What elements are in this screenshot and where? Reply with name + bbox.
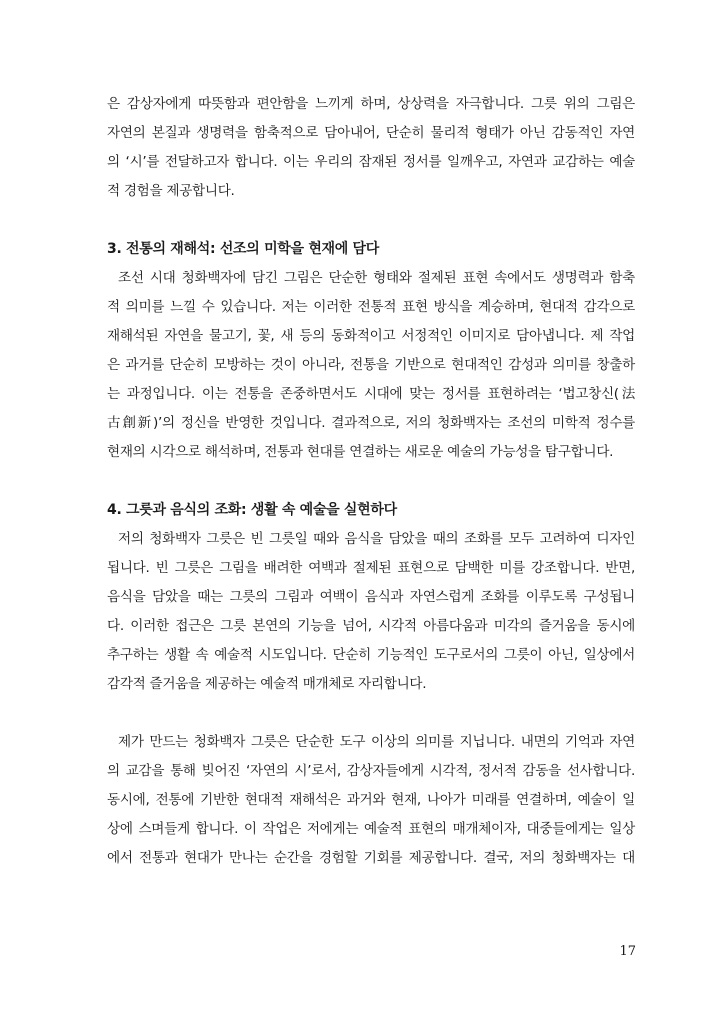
- section-3-line-3: 재해석된 자연을 물고기, 꽃, 새 등의 동화적이고 서정적인 이미지로 담아냅니다. 제 작업: [107, 328, 635, 344]
- section-4-line-1: 저의 청화백자 그릇은 빈 그릇일 때와 음식을 담았을 때의 조화를 모두 고려하여 디자인: [118, 531, 635, 547]
- section-4-line-5: 추구하는 생활 속 예술적 시도입니다. 단순히 기능적인 도구로서의 그릇이 아닌, 일상에서: [107, 647, 635, 663]
- section-4-line-6: 감각적 즐거움을 제공하는 예술적 매개체로 자리합니다.: [107, 676, 427, 692]
- section-4-heading: 4. 그릇과 음식의 조화: 생활 속 예술을 실현하다: [107, 502, 397, 518]
- intro-line-2: 자연의 본질과 생명력을 함축적으로 담아내어, 단순히 물리적 형태가 아닌 감동적인 자연: [107, 125, 635, 141]
- section-4-line-4: 다. 이러한 접근은 그릇 본연의 기능을 넘어, 시각적 아름다움과 미각의 즐거움을 동시에: [107, 618, 635, 634]
- intro-paragraph: [107, 90, 635, 206]
- section-4-line-2: 됩니다. 빈 그릇은 그림을 배려한 여백과 절제된 표현으로 담백한 미를 강조합니다. 반면,: [107, 560, 635, 576]
- closing-line-2: 의 교감을 통해 빚어진 ‘자연의 시’로서, 감상자들에게 시각적, 정서적 감동을 선사합니다.: [107, 763, 635, 779]
- closing-paragraph: [107, 728, 635, 873]
- paragraph-spacer: [107, 699, 635, 728]
- paragraph-spacer: [107, 206, 635, 235]
- closing-line-4: 상에 스며들게 합니다. 이 작업은 저에게는 예술적 표현의 매개체이자, 대중들에게는 일상: [107, 821, 635, 837]
- closing-line-5: 에서 전통과 현대가 만나는 순간을 경험할 기회를 제공합니다. 결국, 저의 청화백자는 대: [107, 850, 635, 866]
- section-3-line-7: 현재의 시각으로 해석하며, 전통과 현대를 연결하는 새로운 예술의 가능성을 탐구합니다.: [107, 444, 614, 460]
- section-3-line-2: 적 의미를 느낄 수 있습니다. 저는 이러한 전통적 표현 방식을 계승하며, 현대적 감각으로: [107, 299, 635, 315]
- section-3-line-1: 조선 시대 청화백자에 담긴 그림은 단순한 형태와 절제된 표현 속에서도 생명력과 함축: [118, 270, 635, 286]
- section-3-line-5: 는 과정입니다. 이는 전통을 존중하면서도 시대에 맞는 정서를 표현하려는 ‘법고창신(法: [107, 386, 635, 402]
- intro-line-3: 의 ‘시’를 전달하고자 합니다. 이는 우리의 잠재된 정서를 일깨우고, 자연과 교감하는 예술: [107, 154, 635, 170]
- paragraph-spacer: [107, 467, 635, 496]
- closing-line-3: 동시에, 전통에 기반한 현대적 재해석은 과거와 현재, 나아가 미래를 연결하며, 예술이 일: [107, 792, 635, 808]
- intro-line-1: 은 감상자에게 따뜻함과 편안함을 느끼게 하며, 상상력을 자극합니다. 그릇 위의 그림은: [107, 96, 635, 112]
- closing-line-1: 제가 만드는 청화백자 그릇은 단순한 도구 이상의 의미를 지닙니다. 내면의 기억과 자연: [118, 734, 635, 750]
- section-3: [107, 235, 635, 467]
- section-3-heading: 3. 전통의 재해석: 선조의 미학을 현재에 담다: [107, 241, 380, 257]
- section-3-line-4: 은 과거를 단순히 모방하는 것이 아니라, 전통을 기반으로 현대적인 감성과 의미를 창출하: [107, 357, 635, 373]
- section-4-line-3: 음식을 담았을 때는 그릇의 그림과 여백이 음식과 자연스럽게 조화를 이루도록 구성됩니: [107, 589, 635, 605]
- section-3-line-6: 古創新)’의 정신을 반영한 것입니다. 결과적으로, 저의 청화백자는 조선의 미학적 정수를: [107, 415, 635, 431]
- page-body: [107, 90, 635, 873]
- intro-line-4: 적 경험을 제공합니다.: [107, 183, 235, 199]
- page-number: 17: [619, 944, 636, 959]
- section-4: [107, 496, 635, 699]
